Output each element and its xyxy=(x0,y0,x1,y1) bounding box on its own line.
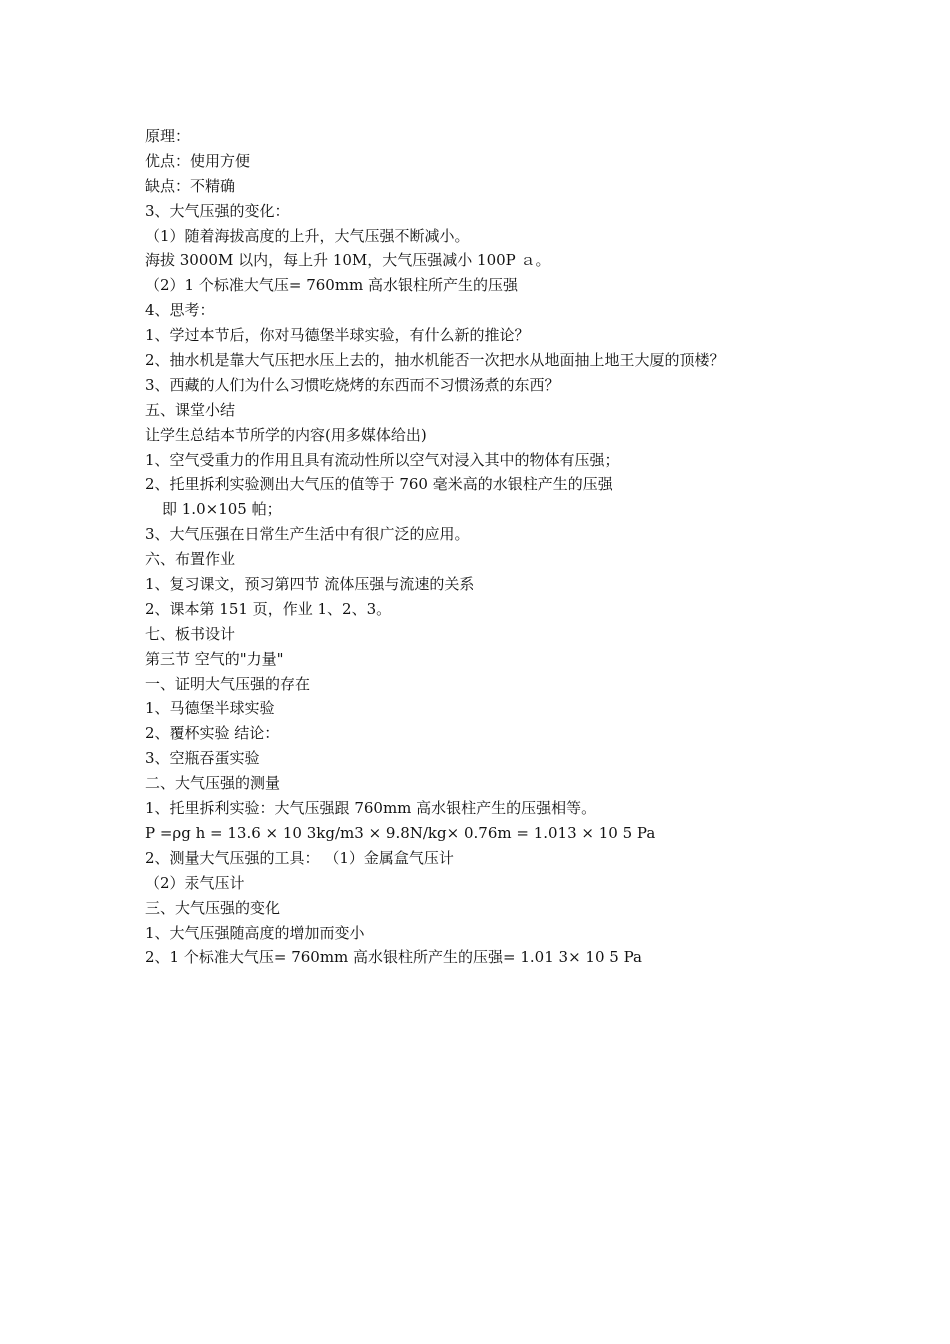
text-line: 海拔 3000M 以内，每上升 10M，大气压强减小 100P ａ。 xyxy=(145,251,551,270)
text-line-disadvantage: 缺点：不精确 xyxy=(145,176,236,195)
list-item: 3、大气压强在日常生产生活中有很广泛的应用。 xyxy=(145,525,470,544)
list-item: 1、托里拆利实验：大气压强跟 760mm 高水银柱产生的压强相等。 xyxy=(145,799,597,818)
list-item: 2、覆杯实验 结论： xyxy=(145,724,280,743)
section-heading-homework: 六、布置作业 xyxy=(145,550,236,569)
board-title: 第三节 空气的"力量" xyxy=(145,649,284,668)
list-item: （2）汞气压计 xyxy=(145,873,245,892)
section-heading-thinking: 4、思考： xyxy=(145,301,215,320)
list-item: 2、1 个标准大气压= 760mm 高水银柱所产生的压强= 1.01 3× 10 5 Pa xyxy=(145,948,642,967)
formula-line: P =ρg h = 13.6 × 10 3kg/m3 × 9.8N/kg× 0.76m = 1.013 × 10 5 Pa xyxy=(145,823,656,842)
list-item: 1、复习课文，预习第四节 流体压强与流速的关系 xyxy=(145,575,475,594)
text-line-principle: 原理： xyxy=(145,127,191,145)
text-line: （1）随着海拔高度的上升，大气压强不断减小。 xyxy=(145,226,470,245)
text-line: （2）1 个标准大气压= 760mm 高水银柱所产生的压强 xyxy=(145,276,519,295)
list-item: 3、空瓶吞蛋实验 xyxy=(145,749,260,768)
board-heading: 三、大气压强的变化 xyxy=(145,898,281,917)
section-heading-pressure-change: 3、大气压强的变化： xyxy=(145,201,290,220)
document-body xyxy=(145,124,845,970)
question-line: 1、学过本节后，你对马德堡半球实验，有什么新的推论？ xyxy=(145,326,530,345)
section-heading-board-design: 七、板书设计 xyxy=(145,624,236,643)
list-item: 2、测量大气压强的工具： （1）金属盒气压计 xyxy=(145,848,454,867)
board-heading: 一、证明大气压强的存在 xyxy=(145,674,311,693)
list-item: 2、课本第 151 页，作业 1、2、3。 xyxy=(145,599,392,618)
list-item: 2、托里拆利实验测出大气压的值等于 760 毫米高的水银柱产生的压强 xyxy=(145,475,613,494)
question-line: 2、抽水机是靠大气压把水压上去的，抽水机能否一次把水从地面抽上地王大厦的顶楼？ xyxy=(145,351,725,370)
text-line-advantage: 优点：使用方便 xyxy=(145,151,251,170)
board-heading: 二、大气压强的测量 xyxy=(145,774,281,793)
question-line: 3、西藏的人们为什么习惯吃烧烤的东西而不习惯汤煮的东西？ xyxy=(145,375,560,394)
list-item: 1、空气受重力的作用且具有流动性所以空气对浸入其中的物体有压强； xyxy=(145,450,620,469)
list-item: 1、马德堡半球实验 xyxy=(145,699,275,718)
section-heading-summary: 五、课堂小结 xyxy=(145,400,236,419)
text-line: 让学生总结本节所学的内容(用多媒体给出) xyxy=(145,425,427,444)
list-item-continuation: 即 1.0×105 帕； xyxy=(162,500,282,519)
list-item: 1、大气压强随高度的增加而变小 xyxy=(145,923,365,942)
